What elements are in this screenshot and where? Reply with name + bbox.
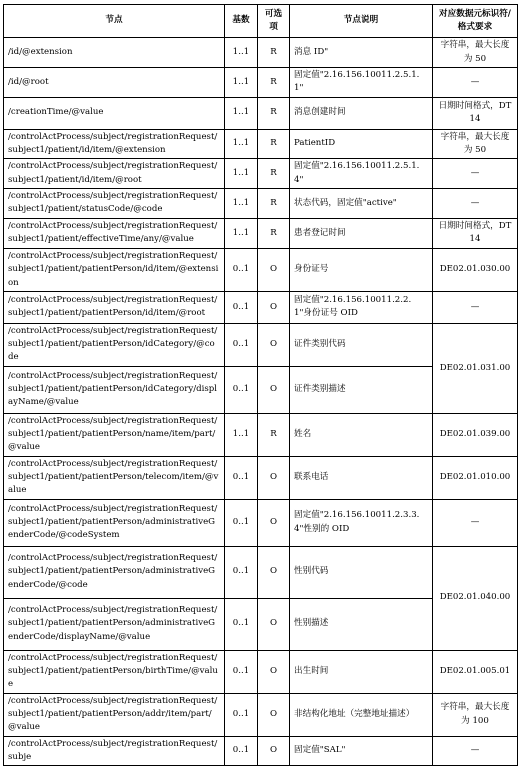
node-path-cell: /controlActProcess/subject/registrationRequest/subject1/patient/patientPerson/name/item/part/@value [4,413,225,456]
node-path-cell: /controlActProcess/subject/registrationRequest/subject1/patient/patientPerson/addr/item/part/@value [4,693,225,736]
cardinality-cell: 0..1 [225,546,258,598]
table-row [4,413,518,456]
node-description-cell: 固定值"2.16.156.10011.2.3.3.4"性别的 OID [290,499,433,546]
optionality-cell: O [258,650,290,693]
node-description-cell: 出生时间 [290,650,433,693]
cardinality-cell: 0..1 [225,736,258,766]
optionality-cell: O [258,323,290,366]
optionality-cell: O [258,693,290,736]
optionality-cell: R [258,188,290,218]
optionality-cell: R [258,218,290,248]
node-description-cell: 消息创建时间 [290,97,433,129]
node-description-cell: 性别描述 [290,598,433,650]
node-description-cell: 固定值"2.16.156.10011.2.5.1.4" [290,159,433,189]
table-row [4,291,518,323]
data-element-format-cell: — [433,159,518,189]
node-description-cell: PatientID [290,129,433,159]
node-path-cell: /controlActProcess/subject/registrationRequest/subject1/patient/statusCode/@code [4,188,225,218]
cardinality-cell: 0..1 [225,366,258,413]
cardinality-cell: 0..1 [225,650,258,693]
optionality-cell: O [258,598,290,650]
cardinality-cell: 0..1 [225,598,258,650]
node-path-cell: /creationTime/@value [4,97,225,129]
data-element-format-cell: — [433,291,518,323]
table-row [4,499,518,546]
data-element-format-cell: DE02.01.039.00 [433,413,518,456]
optionality-cell: O [258,248,290,291]
node-description-cell: 证件类别描述 [290,366,433,413]
node-path-cell: /controlActProcess/subject/registrationRequest/subject1/patient/id/item/@extension [4,129,225,159]
optionality-cell: R [258,38,290,68]
data-element-format-cell: DE02.01.010.00 [433,456,518,499]
optionality-cell: O [258,736,290,766]
optionality-cell: R [258,68,290,98]
node-description-cell: 非结构化地址（完整地址描述） [290,693,433,736]
cardinality-cell: 1..1 [225,188,258,218]
node-path-cell: /controlActProcess/subject/registrationRequest/subject1/patient/patientPerson/idCategory/@code [4,323,225,366]
data-element-format-cell: — [433,736,518,766]
data-element-format-cell: — [433,499,518,546]
node-description-cell: 性别代码 [290,546,433,598]
table-header-row [4,5,518,38]
node-path-cell: /controlActProcess/subject/registrationRequest/subject1/patient/patientPerson/administrativeGenderCode/displayName/@value [4,598,225,650]
table-row [4,129,518,159]
data-element-format-cell: — [433,68,518,98]
cardinality-cell: 1..1 [225,38,258,68]
field-mapping-table [3,4,518,766]
data-element-format-cell: DE02.01.040.00 [433,546,518,650]
table-row [4,159,518,189]
cardinality-cell: 0..1 [225,499,258,546]
optionality-cell: O [258,546,290,598]
node-path-cell: /id/@extension [4,38,225,68]
node-path-cell: /controlActProcess/subject/registrationRequest/subject1/patient/patientPerson/idCategory/displayName/@value [4,366,225,413]
node-path-cell: /controlActProcess/subject/registrationRequest/subject1/patient/patientPerson/id/item/@extension [4,248,225,291]
table-row [4,248,518,291]
optionality-cell: R [258,97,290,129]
table-row [4,736,518,766]
cardinality-cell: 1..1 [225,97,258,129]
table-row [4,323,518,366]
optionality-cell: R [258,129,290,159]
cardinality-cell: 0..1 [225,693,258,736]
table-row [4,693,518,736]
header-optionality: 可选项 [258,5,290,38]
header-node: 节点 [4,5,225,38]
node-path-cell: /controlActProcess/subject/registrationRequest/subject1/patient/patientPerson/telecom/item/@value [4,456,225,499]
table-row [4,68,518,98]
node-description-cell: 固定值"SAL" [290,736,433,766]
optionality-cell: R [258,413,290,456]
table-row [4,218,518,248]
data-element-format-cell: 字符串，最大长度为 100 [433,693,518,736]
node-description-cell: 固定值"2.16.156.10011.2.2.1"身份证号 OID [290,291,433,323]
header-cardinality: 基数 [225,5,258,38]
cardinality-cell: 1..1 [225,413,258,456]
node-description-cell: 姓名 [290,413,433,456]
table-row [4,650,518,693]
data-element-format-cell: DE02.01.030.00 [433,248,518,291]
node-description-cell: 患者登记时间 [290,218,433,248]
table-row [4,97,518,129]
optionality-cell: R [258,159,290,189]
header-node-description: 节点说明 [290,5,433,38]
data-element-format-cell: 日期时间格式，DT14 [433,218,518,248]
node-path-cell: /controlActProcess/subject/registrationRequest/subject1/patient/patientPerson/id/item/@root [4,291,225,323]
table-row [4,546,518,598]
data-element-format-cell: — [433,188,518,218]
optionality-cell: O [258,366,290,413]
table-row [4,38,518,68]
optionality-cell: O [258,291,290,323]
node-description-cell: 联系电话 [290,456,433,499]
node-description-cell: 证件类别代码 [290,323,433,366]
node-description-cell: 身份证号 [290,248,433,291]
cardinality-cell: 0..1 [225,323,258,366]
node-path-cell: /controlActProcess/subject/registrationRequest/subje [4,736,225,766]
optionality-cell: O [258,456,290,499]
node-description-cell: 消息 ID" [290,38,433,68]
data-element-format-cell: DE02.01.005.01 [433,650,518,693]
node-path-cell: /controlActProcess/subject/registrationRequest/subject1/patient/id/item/@root [4,159,225,189]
node-path-cell: /id/@root [4,68,225,98]
table-row [4,188,518,218]
cardinality-cell: 0..1 [225,291,258,323]
cardinality-cell: 1..1 [225,218,258,248]
cardinality-cell: 0..1 [225,248,258,291]
node-description-cell: 固定值"2.16.156.10011.2.5.1.1" [290,68,433,98]
node-path-cell: /controlActProcess/subject/registrationRequest/subject1/patient/patientPerson/administrativeGenderCode/@code [4,546,225,598]
table-row [4,456,518,499]
node-description-cell: 状态代码，固定值"active" [290,188,433,218]
data-element-format-cell: 字符串，最大长度为 50 [433,38,518,68]
header-data-element-format: 对应数据元标识符/格式要求 [433,5,518,38]
optionality-cell: O [258,499,290,546]
node-path-cell: /controlActProcess/subject/registrationRequest/subject1/patient/patientPerson/birthTime/@value [4,650,225,693]
data-element-format-cell: DE02.01.031.00 [433,323,518,413]
data-element-format-cell: 字符串，最大长度为 50 [433,129,518,159]
node-path-cell: /controlActProcess/subject/registrationRequest/subject1/patient/effectiveTime/any/@value [4,218,225,248]
cardinality-cell: 1..1 [225,129,258,159]
cardinality-cell: 1..1 [225,159,258,189]
cardinality-cell: 1..1 [225,68,258,98]
data-element-format-cell: 日期时间格式，DT14 [433,97,518,129]
cardinality-cell: 0..1 [225,456,258,499]
node-path-cell: /controlActProcess/subject/registrationRequest/subject1/patient/patientPerson/administrativeGenderCode/@codeSystem [4,499,225,546]
